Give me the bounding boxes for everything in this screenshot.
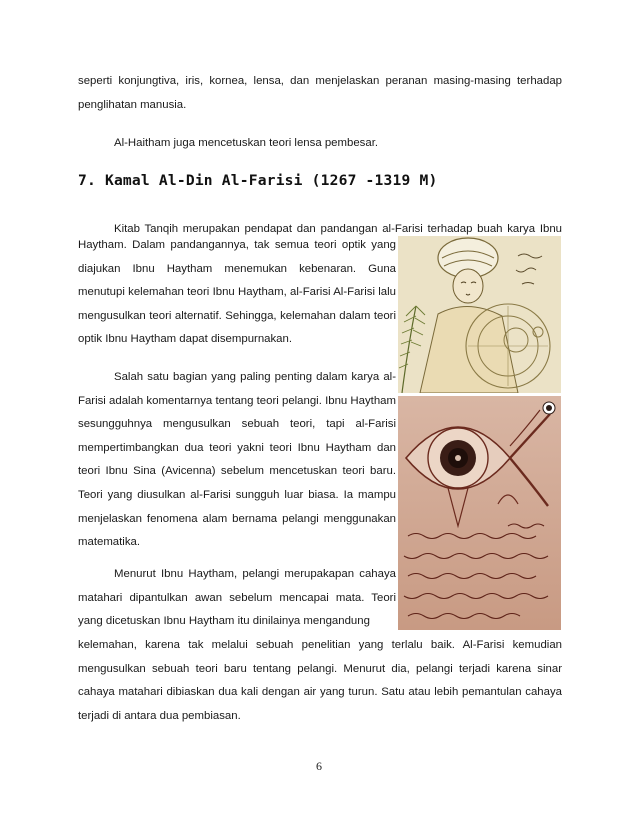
paragraph-tanqih: Haytham. Dalam pandangannya, tak semua teori optik yang diajukan Ibnu Haytham menemukan kebenaran. Guna menutupi kelemahan teori Ibnu Haytham, al-Farisi Al-Farisi lalu mengusulkan teori alternatif. Sehingga, kelemahan dalam teori optik Ibnu Haytham dapat disempurnakan. [78, 239, 396, 346]
scholar-drawing [398, 236, 561, 393]
page-number: 6 [316, 759, 322, 773]
paragraph-haytham-rainbow: Menurut Ibnu Haytham, pelangi merupakapan cahaya matahari dipantulkan awan sebelum mencapai mata. Teori yang dicetuskan Ibnu Haytham itu dinilainya mengandung [78, 568, 396, 628]
eye-manuscript-illustration [398, 396, 561, 630]
paragraph-lens: Al-Haitham juga mencetuskan teori lensa pembesar. [114, 137, 379, 149]
eye-diagram [398, 396, 561, 630]
paragraph-farisi-rainbow: kelemahan, karena tak melalui sebuah penelitian yang terlalu baik. Al-Farisi kemudian mengusulkan sebuah teori baru tentang pelangi. Menurut dia, pelangi terjadi karena sinar cahaya matahari dibiaskan dua kali dengan air yang turun. Satu atau lebih pemantulan cahaya terjadi di antara dua pembiasan. [78, 639, 562, 722]
scholar-illustration [398, 236, 561, 393]
paragraph-tanqih-first-line: Kitab Tanqih merupakan pendapat dan pandangan al-Farisi terhadap buah karya Ibnu [114, 223, 562, 235]
section-heading: 7. Kamal Al-Din Al-Farisi (1267 -1319 M) [78, 172, 438, 189]
paragraph-continuation: seperti konjungtiva, iris, kornea, lensa, dan menjelaskan peranan masing-masing terhadap penglihatan manusia. [78, 75, 562, 111]
paragraph-rainbow-commentary: Salah satu bagian yang paling penting dalam karya al-Farisi adalah komentarnya tentang teori pelangi. Ibnu Haytham sesungguhnya mengusulkan sebuah teori, tapi al-Farisi mempertimbangkan dua teori yakni teori Ibnu Haytham dan teori Ibnu Sina (Avicenna) sebelum mencetuskan teori baru. Teori yang diusulkan al-Farisi sungguh luar biasa. Ia mampu menjelaskan fenomena alam bernama pelangi menggunakan matematika. [78, 371, 396, 549]
